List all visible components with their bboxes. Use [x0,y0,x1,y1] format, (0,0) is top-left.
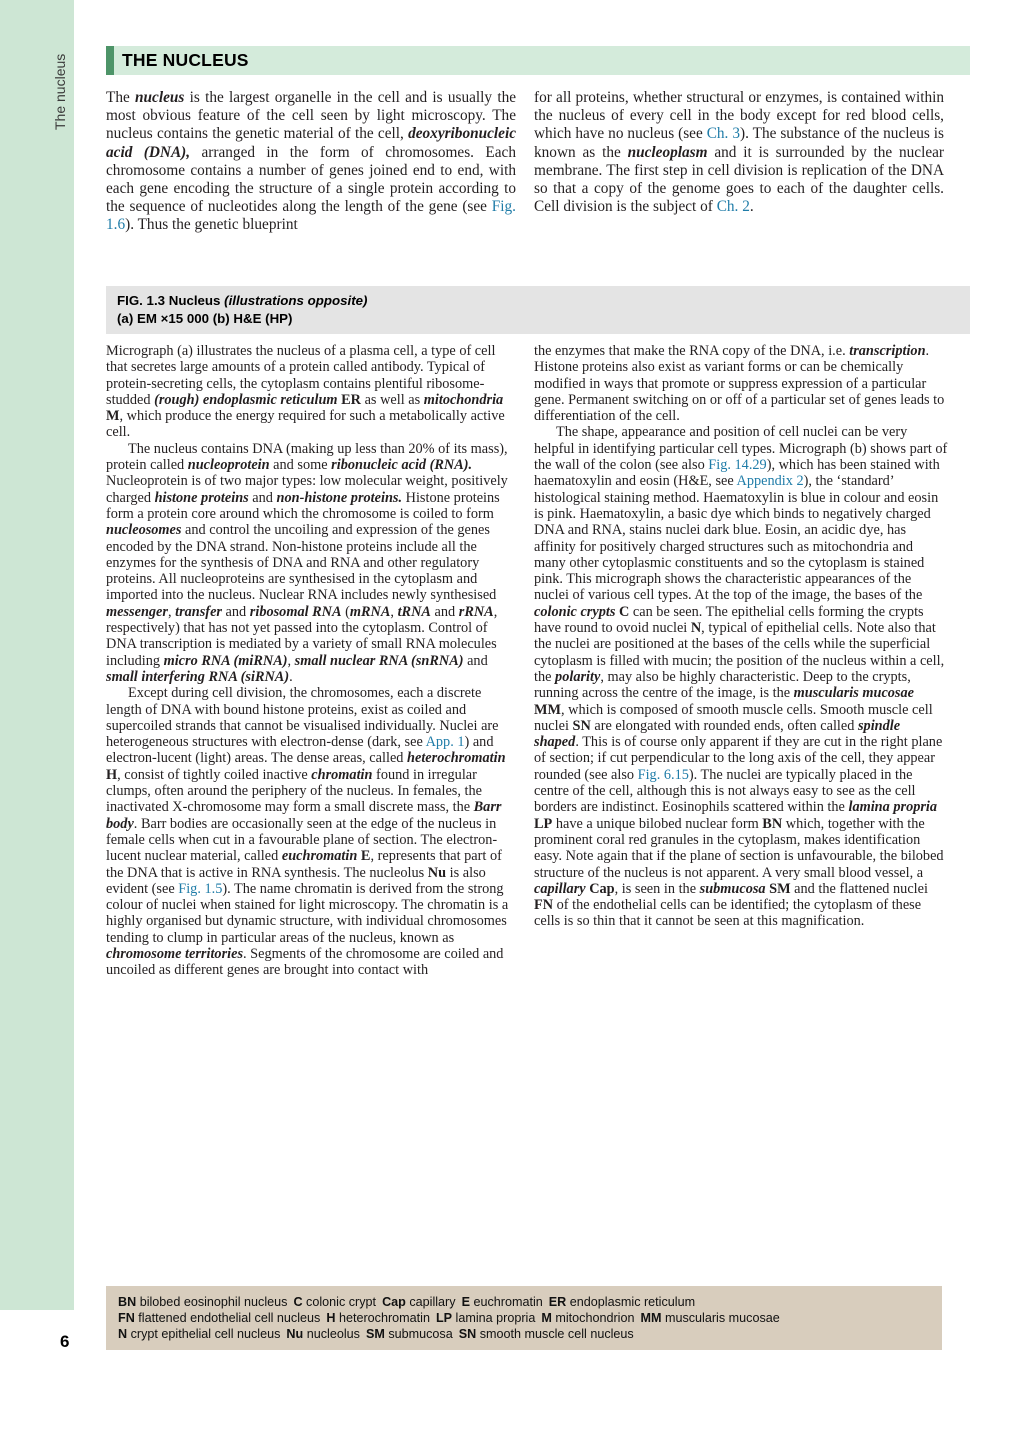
figure-magnification: (a) EM ×15 000 (b) H&E (HP) [117,311,293,326]
emphasis-term: lamina propria [848,799,938,816]
key-entry [640,1311,779,1325]
emphasis-term: nucleosomes [106,522,182,539]
figure-label: FIG. 1.3 Nucleus [117,293,225,308]
key-entry [462,1295,543,1309]
key-entry [459,1327,634,1341]
intro-paragraph-right: for all proteins, whether structural or enzymes, is contained within the nucleus of every cell in the body except for red blood cells, which have no nucleus (see Ch. 3). The substance of the nucleus is known as the nucleoplasm and it is surrounded by the nuclear membrane. The first step in cell division is replication of the DNA so that a copy of the genome goes to each of the daughter cells. Cell division is the subject of Ch. 2. [534,89,945,216]
key-definition: muscularis mucosae [661,1311,780,1325]
emphasis-term: nucleoprotein [187,457,270,474]
label-abbreviation: MM [534,701,561,718]
emphasis-term: transfer [175,603,222,620]
emphasis-term: polarity [555,668,601,685]
emphasis-term: mitochondria [423,391,504,408]
cross-reference-link[interactable]: Ch. 2 [716,198,750,216]
section-title: THE NUCLEUS [122,50,249,70]
emphasis-term: Barr body [106,799,502,832]
emphasis-term: muscularis mucosae [793,685,914,702]
intro-paragraph-left: The nucleus is the largest organelle in the cell and is usually the most obvious feature of the cell seen by light microscopy. The nucleus contains the genetic material of the cell, deoxyribonucleic acid (DNA), arranged in the form of chromosomes. Each chromosome contains a number of genes joined end to end, with each gene encoding the structure of a single protein according to the sequence of nucleotides along the length of the gene (see Fig. 1.6). Thus the genetic blueprint [106,89,517,234]
label-abbreviation: C [618,603,630,620]
label-abbreviation: Cap [589,880,615,897]
emphasis-term: euchromatin [281,848,358,865]
body-paragraph: Micrograph (a) illustrates the nucleus of a plasma cell, a type of cell that secretes large amounts of a protein called antibody. Typical of protein-secreting cells, the cytoplasm contains plentiful ribosome-studded (rough) endoplasmic reticulum ER as well as mitochondria M, which produce the energy required for such a metabolically active cell. [106,343,505,441]
key-abbreviation: N [118,1327,128,1341]
key-abbreviation: MM [640,1311,662,1325]
cross-reference-link[interactable]: Fig. 6.15 [637,766,689,783]
key-abbreviation: SM [365,1327,385,1341]
emphasis-term: micro RNA (miRNA) [163,652,288,669]
label-abbreviation: LP [534,815,553,832]
body-paragraph: The shape, appearance and position of cell nuclei can be very helpful in identifying particular cell types. Micrograph (b) shows part of the wall of the colon (see also Fig. 14.29), which has been stained with haematoxylin and eosin (H&E, see Appendix 2), the ‘standard’ histological staining method. Haematoxylin is blue in colour and eosin is pink. Haematoxylin, a basic dye which binds to negatively charged DNA and RNA, stains nuclei dark blue. Eosin, an acidic dye, has affinity for positively charged structures such as mitochondria and many other cytoplasmic constituents and so the cytoplasm is stained pink. This micrograph shows the characteristic appearances of the nuclei of various cell types. At the top of the image, the bases of the colonic crypts C can be seen. The epithelial cells forming the crypts have round to ovoid nuclei N, typical of epithelial cells. Note also that the nuclei are positioned at the bases of the cells while the superficial cytoplasm is filled with mucin; the position of the nucleus within a cell, the polarity, may also be highly characteristic. Deep to the crypts, running across the centre of the image, is the muscularis mucosae MM, which is composed of smooth muscle cells. Smooth muscle cell nuclei SN are elongated with rounded ends, often called spindle shaped. This is of course only apparent if they are cut in the right plane of section; if cut perpendicular to the long axis of the cell, they appear rounded (see also Fig. 6.15). The nuclei are typically placed in the centre of the cell, although this is not always easy to see as the cell borders are indistinct. Eosinophils scattered within the lamina propria LP have a unique bilobed nuclear form BN which, together with the prominent coral red granules in the cytoplasm, makes identification easy. Note again that if the plane of section is unfavourable, the bilobed structure of the nucleus is not apparent. A very small blood vessel, a capillary Cap, is seen in the submucosa SM and the flattened nuclei FN of the endothelial cells can be identified; the cytoplasm of these cells is so thin that it cannot be seen at this magnification. [534,424,948,930]
key-definition: euchromatin [469,1295,543,1309]
label-abbreviation: ER [341,391,362,408]
key-entry [549,1295,695,1309]
body-column-left [106,343,520,979]
key-entry [366,1327,453,1341]
key-abbreviation: H [326,1311,336,1325]
label-abbreviation: H [106,766,118,783]
key-entry [118,1311,320,1325]
key-line [118,1310,942,1326]
key-abbreviation: M [541,1311,552,1325]
emphasis-term: nucleoplasm [627,143,708,161]
label-abbreviation: SN [572,717,591,734]
intro-column-right [534,89,944,216]
figure-title-line [117,293,367,308]
key-entry [118,1295,287,1309]
emphasis-term: submucosa [699,880,766,897]
emphasis-term: chromosome territories [106,945,244,962]
emphasis-term: histone proteins [154,489,249,506]
key-abbreviation: E [461,1295,470,1309]
key-abbreviation: Nu [286,1327,304,1341]
section-header-accent [106,46,114,75]
key-entry [118,1327,280,1341]
label-abbreviation: E [360,848,371,865]
key-definition: nucleolus [303,1327,360,1341]
key-abbreviation: BN [118,1295,137,1309]
label-abbreviation: SM [769,880,791,897]
figure-caption-header [106,286,970,334]
page-number: 6 [60,1332,70,1351]
key-definition: crypt epithelial cell nucleus [127,1327,281,1341]
cross-reference-link[interactable]: Appendix 2 [736,473,804,490]
cross-reference-link[interactable]: Ch. 3 [706,125,740,143]
key-definition: capillary [405,1295,456,1309]
emphasis-term: non-histone proteins. [276,489,403,506]
figure-subtitle: (illustrations opposite) [224,293,368,308]
key-abbreviation: SN [458,1327,477,1341]
key-definition: heterochromatin [335,1311,430,1325]
body-paragraph: The nucleus contains DNA (making up less than 20% of its mass), protein called nucleoprotein and some ribonucleic acid (RNA). Nucleoprotein is of two major types: low molecular weight, positively charged histone proteins and non-histone proteins. Histone proteins form a protein core around which the chromosome is coiled to form nucleosomes and control the uncoiling and expression of the genes encoded by the DNA strand. Non-histone proteins include all the enzymes for the synthesis of DNA and RNA and other regulatory proteins. All nucleoproteins are synthesised in the cytoplasm and imported into the nucleus. Nuclear RNA includes newly synthesised messenger, transfer and ribosomal RNA (mRNA, tRNA and rRNA, respectively) that has not yet passed into the cytoplasm. Control of DNA transcription is mediated by a variety of small RNA molecules including micro RNA (miRNA), small nuclear RNA (snRNA) and small interfering RNA (siRNA). [106,440,508,685]
key-definition: smooth muscle cell nucleus [476,1327,634,1341]
key-entry [382,1295,456,1309]
body-paragraph: the enzymes that make the RNA copy of the DNA, i.e. transcription. Histone proteins also exist as variant forms or can be chemically modified in ways that promote or suppress expression of a particular gene. Permanent switching on or off of a particular set of genes leads to differentiation of the cell. [534,343,945,425]
key-entry [436,1311,535,1325]
key-entry [541,1311,634,1325]
label-abbreviation: FN [534,897,554,914]
abbreviation-key [106,1286,942,1350]
emphasis-term: deoxyribonucleic acid (DNA), [106,125,516,161]
key-abbreviation: LP [435,1311,453,1325]
emphasis-term: (rough) endoplasmic reticulum [154,391,338,408]
key-abbreviation: Cap [382,1295,406,1309]
emphasis-term: ribonucleic acid (RNA). [331,457,473,474]
cross-reference-link[interactable]: Fig. 1.5 [178,880,223,897]
emphasis-term: small interfering RNA (siRNA) [106,668,290,685]
key-definition: bilobed eosinophil nucleus [136,1295,288,1309]
key-abbreviation: C [293,1295,303,1309]
emphasis-term: tRNA [397,603,431,620]
key-entry [286,1327,360,1341]
emphasis-term: capillary [534,880,586,897]
key-line [118,1294,942,1310]
key-abbreviation: ER [548,1295,567,1309]
key-definition: mitochondrion [551,1311,635,1325]
label-abbreviation: M [106,408,120,425]
emphasis-term: colonic crypts [534,603,616,620]
emphasis-term: chromatin [311,766,373,783]
emphasis-term: rRNA [458,603,494,620]
body-paragraph: Except during cell division, the chromosomes, each a discrete length of DNA with bound histone proteins, exist as coiled and supercoiled strands that cannot be visualised individually. Nuclei are heterogeneous structures with electron-dense (dark, see App. 1) and electron-lucent (light) areas. The dense areas, called heterochromatin H, consist of tightly coiled inactive chromatin found in irregular clumps, often around the periphery of the nucleus. In females, the inactivated X-chromosome may form a small discrete mass, the Barr body. Barr bodies are occasionally seen at the edge of the nucleus in female cells when cut in a favourable plane of section. The electron-lucent nuclear material, called euchromatin E, represents that part of the DNA that is active in RNA synthesis. The nucleolus Nu is also evident (see Fig. 1.5). The name chromatin is derived from the strong colour of nuclei when stained for light microscopy. The chromatin is a highly organised but dynamic structure, with individual chromosomes tending to clump in particular areas of the nucleus, known as chromosome territories. Segments of the chromosome are coiled and uncoiled as different genes are brought into contact with [106,685,509,979]
side-band [0,0,74,1310]
emphasis-term: messenger [106,603,168,620]
key-definition: flattened endothelial cell nucleus [134,1311,321,1325]
label-abbreviation: Nu [427,864,447,881]
emphasis-term: nucleus [135,89,185,106]
key-definition: submucosa [384,1327,453,1341]
label-abbreviation: BN [762,815,783,832]
label-abbreviation: N [690,620,702,637]
emphasis-term: mRNA [349,603,391,620]
emphasis-term: small nuclear RNA (snRNA) [294,652,464,669]
key-entry [326,1311,430,1325]
emphasis-term: spindle shaped [534,717,901,751]
body-column-right [534,343,948,930]
key-line [118,1326,942,1342]
emphasis-term: transcription [849,343,926,359]
key-definition: lamina propria [452,1311,536,1325]
key-definition: colonic crypt [302,1295,377,1309]
cross-reference-link[interactable]: Fig. 1.6 [106,198,516,234]
cross-reference-link[interactable]: App. 1 [425,734,465,751]
running-head: The nucleus [52,53,68,130]
key-entry [293,1295,376,1309]
section-header [106,46,970,75]
key-definition: endoplasmic reticulum [566,1295,696,1309]
emphasis-term: ribosomal RNA [249,603,342,620]
cross-reference-link[interactable]: Fig. 14.29 [708,457,767,474]
emphasis-term: heterochromatin [407,750,506,767]
key-abbreviation: FN [118,1311,135,1325]
intro-column-left [106,89,516,235]
